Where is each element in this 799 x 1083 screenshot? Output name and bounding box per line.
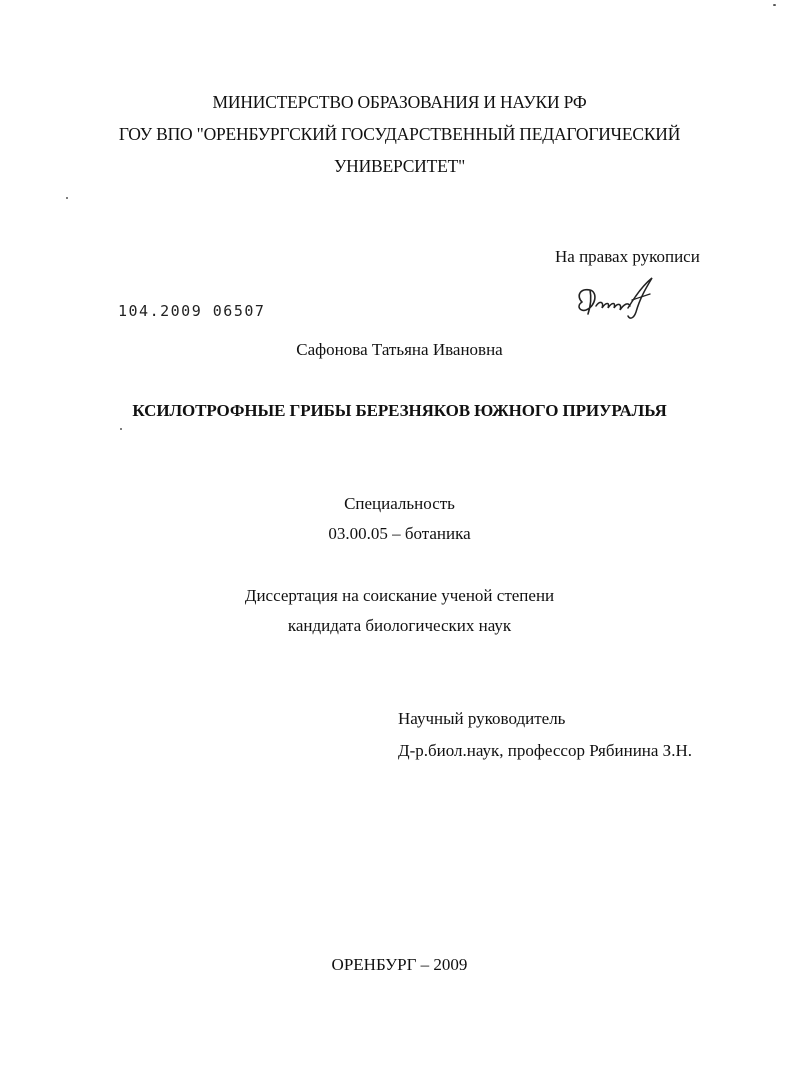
registration-stamp: 104.2009 06507	[118, 302, 266, 320]
signature-icon	[570, 272, 660, 324]
institution-heading-line2: УНИВЕРСИТЕТ"	[333, 156, 466, 176]
degree-line2: кандидата биологических наук	[287, 616, 512, 635]
supervisor-name: Д-р.биол.наук, профессор Рябинина З.Н.	[398, 741, 692, 760]
institution-heading-line1: ГОУ ВПО "ОРЕНБУРГСКИЙ ГОСУДАРСТВЕННЫЙ ПЕДАГОГИЧЕСКИЙ	[118, 124, 681, 144]
ministry-heading: МИНИСТЕРСТВО ОБРАЗОВАНИЯ И НАУКИ РФ	[212, 92, 587, 112]
scan-speck	[773, 4, 776, 6]
degree-line1: Диссертация на соискание ученой степени	[244, 586, 555, 605]
scan-speck	[66, 197, 68, 199]
manuscript-note: На правах рукописи	[555, 247, 700, 266]
supervisor-label: Научный руководитель	[398, 709, 566, 728]
dissertation-title: КСИЛОТРОФНЫЕ ГРИБЫ БЕРЕЗНЯКОВ ЮЖНОГО ПРИУРАЛЬЯ	[132, 401, 667, 420]
specialty-label: Специальность	[344, 494, 455, 513]
specialty-code: 03.00.05 – ботаника	[328, 524, 471, 543]
scan-speck	[120, 428, 122, 430]
author-name: Сафонова Татьяна Ивановна	[296, 340, 503, 359]
city-year-footer: ОРЕНБУРГ – 2009	[331, 955, 468, 974]
